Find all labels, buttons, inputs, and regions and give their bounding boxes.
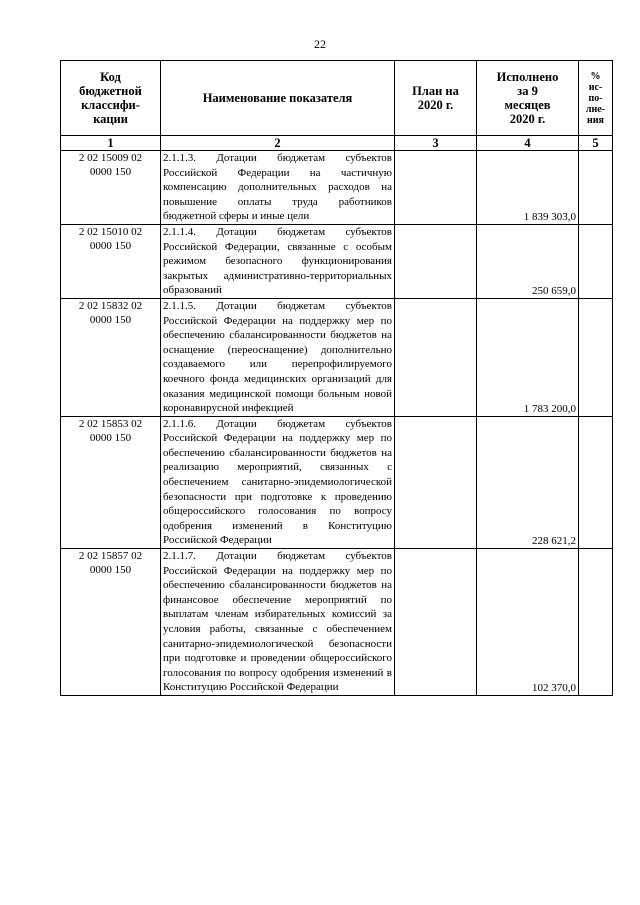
indicator-name: 2.1.1.7. Дотации бюджетам субъектов Российской Федерации на поддержку мер по обеспечению сбалансированности бюджетов на финансовое обеспечение мероприятий по выплатам членам избирательных комиссий за условия работы, связанные с обеспечением санитарно-эпидемиологической безопасности при подготовке и проведении общероссийского голосования по вопросу одобрения изменений в Конституцию Российской Федерации xyxy=(163,550,392,694)
budget-code-cell xyxy=(61,151,161,225)
header-plan-line: 2020 г. xyxy=(417,98,454,112)
budget-code-line: 0000 150 xyxy=(89,313,132,326)
header-code-line: Код xyxy=(100,70,121,84)
table-row xyxy=(61,224,613,298)
indicator-name-cell xyxy=(161,298,395,416)
budget-code-cell xyxy=(61,298,161,416)
header-name: Наименование показателя xyxy=(161,61,395,136)
indicator-name-cell xyxy=(161,549,395,696)
indicator-name-cell xyxy=(161,224,395,298)
column-number: 1 xyxy=(61,136,161,151)
column-number: 3 xyxy=(395,136,477,151)
plan-cell xyxy=(395,298,477,416)
header-percent-line: по- xyxy=(588,92,603,104)
executed-cell: 250 659,0 xyxy=(477,224,579,298)
table-row xyxy=(61,151,613,225)
budget-code-line: 2 02 15010 02 xyxy=(78,225,143,238)
budget-code-line: 0000 150 xyxy=(89,166,132,178)
header-code-line: классифи- xyxy=(81,98,140,112)
header-percent-line: лне- xyxy=(585,103,606,115)
percent-cell xyxy=(579,224,613,298)
indicator-name: 2.1.1.5. Дотации бюджетам субъектов Российской Федерации на поддержку мер по обеспечению сбалансированности бюджетов на оснащение (переоснащение) дополнительно создаваемого или перепрофилируемого коечного фонда медицинских организаций для оказания медицинской помощи больным новой коронавирусной инфекцией xyxy=(163,299,392,415)
percent-cell xyxy=(579,151,613,225)
column-number: 4 xyxy=(477,136,579,151)
header-percent-line: ния xyxy=(587,114,604,126)
plan-cell xyxy=(395,416,477,548)
page-number: 22 xyxy=(314,37,326,51)
executed-cell: 102 370,0 xyxy=(477,549,579,696)
budget-code-line: 2 02 15857 02 xyxy=(78,550,143,563)
budget-execution-table xyxy=(60,60,613,696)
header-executed-line: 2020 г. xyxy=(509,112,546,126)
indicator-name: 2.1.1.3. Дотации бюджетам субъектов Российской Федерации на частичную компенсацию дополнительных расходов на повышение оплаты труда работников бюджетной сферы и иные цели xyxy=(163,152,392,223)
budget-code-cell xyxy=(61,416,161,548)
budget-code-line: 0000 150 xyxy=(89,431,132,444)
header-code-line: кации xyxy=(93,112,128,126)
percent-cell xyxy=(579,549,613,696)
budget-code-cell xyxy=(61,224,161,298)
column-number: 5 xyxy=(579,136,613,151)
percent-cell xyxy=(579,298,613,416)
table-row xyxy=(61,416,613,548)
executed-cell: 228 621,2 xyxy=(477,416,579,548)
header-plan xyxy=(395,61,477,136)
header-executed-line: месяцев xyxy=(504,98,551,112)
budget-code-line: 0000 150 xyxy=(89,564,132,577)
budget-code-line: 2 02 15009 02 xyxy=(78,152,143,164)
executed-cell: 1 839 303,0 xyxy=(477,151,579,225)
header-plan-line: План на xyxy=(412,84,459,98)
budget-code-line: 0000 150 xyxy=(89,239,132,252)
header-code xyxy=(61,61,161,136)
column-number: 2 xyxy=(161,136,395,151)
header-percent xyxy=(579,61,613,136)
header-executed xyxy=(477,61,579,136)
header-percent-line: % xyxy=(590,70,601,82)
plan-cell xyxy=(395,224,477,298)
header-executed-line: Исполнено xyxy=(496,70,559,84)
table-row xyxy=(61,549,613,696)
indicator-name-cell xyxy=(161,151,395,225)
table-header-row xyxy=(61,61,613,136)
plan-cell xyxy=(395,549,477,696)
header-code-line: бюджетной xyxy=(79,84,142,98)
column-number-row xyxy=(61,136,613,151)
budget-code-cell xyxy=(61,549,161,696)
table-row xyxy=(61,298,613,416)
indicator-name: 2.1.1.4. Дотации бюджетам субъектов Российской Федерации, связанные с особым режимом безопасного функционирования закрытых административно-территориальных образований xyxy=(163,225,392,297)
percent-cell xyxy=(579,416,613,548)
executed-cell: 1 783 200,0 xyxy=(477,298,579,416)
header-executed-line: за 9 xyxy=(517,84,538,98)
indicator-name-cell xyxy=(161,416,395,548)
budget-code-line: 2 02 15832 02 xyxy=(78,299,143,312)
budget-code-line: 2 02 15853 02 xyxy=(78,417,143,430)
plan-cell xyxy=(395,151,477,225)
header-percent-line: ис- xyxy=(588,81,603,93)
indicator-name: 2.1.1.6. Дотации бюджетам субъектов Российской Федерации на поддержку мер по обеспечению сбалансированности бюджетов на реализацию мероприятий, связанных с обеспечением санитарно-эпидемиологической безопасности при подготовке к проведению общероссийского голосования по вопросу одобрения изменений в Конституцию Российской Федерации xyxy=(163,417,392,547)
